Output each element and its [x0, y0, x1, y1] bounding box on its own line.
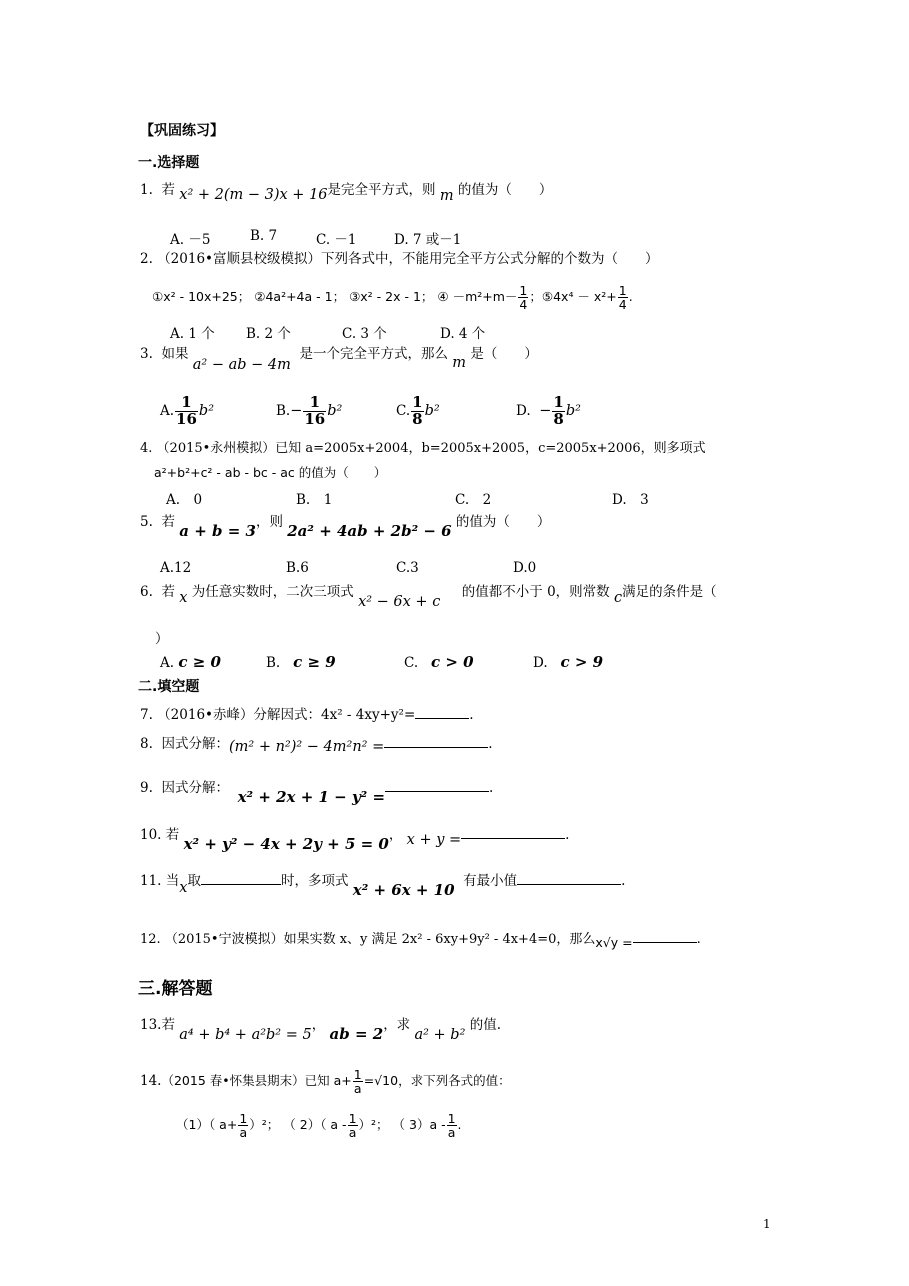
q2-number: 2. — [140, 251, 153, 267]
q1-expression: x² + 2(m − 3)x + 16 — [179, 187, 328, 203]
q1-number: 1. — [140, 182, 153, 198]
q6-post: 满足的条件是（ — [622, 584, 717, 600]
q2-item-3: ③x² - 2x - 1； — [349, 289, 434, 305]
q14-parts: （1）（ a+ $\frac{1}{a}$ ）²； （ 2）（ a - $\frac{1}{a}$ ）²； （ 3）a - $\frac{1}{a}$ . — [176, 1111, 462, 1141]
q10-pre: 若 — [165, 827, 180, 843]
q13-expression: a⁴ + b⁴ + a²b² = 5 — [179, 1027, 312, 1043]
section-fill-heading: 二.填空题 — [138, 679, 200, 695]
q10-expression: x² + y² − 4x + 2y + 5 = 0 — [183, 835, 389, 853]
q13-pre: 若 — [161, 1017, 175, 1033]
q3-pre: 如果 — [161, 346, 189, 362]
q6-close: ） — [155, 631, 169, 647]
q3-option-b: B.− $\frac{1}{16}$ b² — [276, 393, 343, 428]
page-title: 【巩固练习】 — [140, 123, 224, 139]
q6-option-a: A. c ≥ 0 — [160, 653, 221, 671]
q3-number: 3. — [140, 346, 153, 362]
q14-text: （2015 春•怀集县期末）已知 a+ — [161, 1073, 352, 1089]
q6-var-c: c — [613, 590, 623, 606]
q10-ask: x + y = — [406, 832, 462, 848]
q8-answer-blank[interactable] — [384, 733, 488, 748]
q14-part-3: （ 3）a - — [392, 1117, 446, 1133]
q3-option-d: D. − $\frac{1}{8}$ b² — [516, 393, 581, 428]
q3-c-fraction: $\frac{1}{8}$ — [412, 393, 423, 428]
q3-b-fraction: $\frac{1}{16}$ — [304, 393, 326, 428]
q6-option-b: B. c ≥ 9 — [266, 653, 336, 671]
q7-text: （2016•赤峰）分解因式：4x² - 4xy+y²= — [157, 707, 416, 723]
q13-number: 13. — [140, 1017, 162, 1033]
question-6 — [140, 583, 717, 610]
q5-option-b: B.6 — [286, 560, 309, 576]
q9-answer-blank[interactable] — [385, 777, 489, 792]
q4-option-d: D. 3 — [612, 492, 649, 508]
question-10: 10. 若 x² + y² − 4x + 2y + 5 = 0， x + y = . — [140, 824, 569, 844]
page-number: 1 — [763, 1217, 771, 1231]
q14-equals: =√10 — [363, 1073, 399, 1089]
q7-answer-blank[interactable] — [415, 704, 469, 719]
q12-answer-blank[interactable] — [633, 928, 697, 943]
question-5 — [140, 512, 551, 540]
q5-option-c: C.3 — [396, 560, 419, 576]
q13-ask: a² + b² — [414, 1027, 466, 1043]
q1-var: m — [439, 188, 454, 204]
q6-expression: x² − 6x + c — [358, 594, 441, 610]
q1-option-d: D. 7 或－1 — [394, 232, 462, 248]
question-1 — [140, 181, 553, 204]
question-12: 12. （2015•宁波模拟）如果实数 x、y 满足 2x² - 6xy+9y² - 4x+4=0，那么x√y = . — [140, 928, 701, 949]
question-14: 14.（2015 春•怀集县期末）已知 a+ $\frac{1}{a}$ =√10，求下列各式的值： — [140, 1067, 511, 1097]
q14-part-1: （1）（ a+ — [176, 1117, 238, 1133]
q6-mid2: 的值都不小于 0，则常数 — [461, 584, 610, 600]
q11-answer-blank-1[interactable] — [201, 870, 281, 885]
q12-text: （2015•宁波模拟）如果实数 x、y 满足 2x² - 6xy+9y² - 4x+4=0，那么 — [164, 932, 596, 947]
q14-fraction: $\frac{1}{a}$ — [353, 1067, 362, 1097]
question-9: 9. 因式分解： x² + 2x + 1 − y² = . — [140, 777, 493, 797]
q11-number: 11. — [140, 873, 162, 889]
q6-var-x: x — [179, 590, 188, 606]
q4-option-c: C. 2 — [455, 492, 492, 508]
q5-pre: 若 — [161, 514, 175, 530]
q12-expression: x√y = — [595, 935, 633, 950]
q4-line-2: a²+b²+c² - ab - bc - ac 的值为（ ） — [154, 465, 387, 480]
q9-number: 9. — [140, 780, 153, 796]
q4-option-b: B. 1 — [296, 492, 333, 508]
q1-option-c: C. －1 — [316, 232, 357, 248]
q1-post: 的值为（ ） — [457, 182, 553, 198]
q3-mid: 是一个完全平方式，那么 — [299, 346, 448, 362]
q5-option-d: D.0 — [513, 560, 537, 576]
q2-item-2: ②4a²+4a - 1； — [254, 289, 346, 305]
question-2 — [140, 250, 659, 268]
q6-option-d: D. c > 9 — [533, 653, 604, 671]
q6-option-c: C. c > 0 — [404, 653, 474, 671]
q5-post: 的值为（ ） — [455, 514, 551, 530]
q9-text: 因式分解： — [161, 780, 229, 796]
q8-expression: (m² + n²)² − 4m²n² = — [228, 739, 385, 755]
q3-option-a: A. $\frac{1}{16}$ b² — [160, 393, 215, 428]
q5-mid: ，则 — [255, 514, 283, 530]
q2-fraction-1: $\frac{1}{4}$ — [519, 283, 528, 313]
q6-number: 6. — [140, 584, 153, 600]
q3-var: m — [452, 355, 467, 371]
question-7: 7. （2016•赤峰）分解因式：4x² - 4xy+y²= . — [140, 704, 474, 724]
q2-option-c: C. 3 个 — [342, 326, 387, 342]
q3-expression: a² − ab − 4m — [192, 357, 291, 373]
q2-option-d: D. 4 个 — [440, 326, 486, 342]
section-solve-heading: 三.解答题 — [138, 979, 213, 999]
q2-item-5: ；⑤ — [529, 289, 554, 305]
q10-number: 10. — [140, 827, 162, 843]
q8-number: 8. — [140, 736, 153, 752]
question-13: 13.若 a⁴ + b⁴ + a²b² = 5， ab = 2，求 a² + b² 的值. — [140, 1017, 501, 1043]
q8-text: 因式分解： — [161, 736, 229, 752]
q7-number: 7. — [140, 707, 153, 723]
question-4 — [140, 440, 706, 458]
q5-option-a: A.12 — [160, 560, 192, 576]
q13-condition: ab = 2 — [329, 1025, 384, 1043]
q2-option-a: A. 1 个 — [170, 326, 215, 342]
q2-option-b: B. 2 个 — [246, 326, 291, 342]
q3-post: 是（ ） — [470, 346, 538, 362]
q14-number: 14. — [140, 1073, 162, 1090]
q4-line-1: （2015•永州模拟）已知 a=2005x+2004，b=2005x+2005，c=2005x+2006，则多项式 — [156, 441, 706, 456]
q1-pre: 若 — [161, 182, 175, 198]
q4-option-a: A. 0 — [166, 492, 203, 508]
q9-expression: x² + 2x + 1 − y² = — [237, 788, 386, 806]
q11-expression: x² + 6x + 10 — [352, 881, 455, 899]
q1-option-a: A. －5 — [170, 232, 211, 248]
q6-mid: 为任意实数时，二次三项式 — [191, 584, 354, 600]
q11-pre: 当 — [165, 873, 180, 889]
q2-item-5-expr: 4x⁴ － x²+ — [553, 289, 617, 305]
question-8: 8. 因式分解：(m² + n²)² − 4m²n² = . — [140, 733, 493, 753]
q6-pre: 若 — [161, 584, 175, 600]
question-11: 11. 当x取 时，多项式 x² + 6x + 10 有最小值 . — [140, 870, 625, 890]
q5-number: 5. — [140, 514, 153, 530]
q2-text: （2016•富顺县校级模拟）下列各式中，不能用完全平方公式分解的个数为（ ） — [157, 251, 659, 267]
q1-mid: 是完全平方式，则 — [327, 182, 436, 198]
q4-number: 4. — [140, 441, 153, 456]
q3-option-c: C. $\frac{1}{8}$ b² — [396, 393, 440, 428]
q5-expression: 2a² + 4ab + 2b² − 6 — [287, 522, 452, 540]
q11-answer-blank-2[interactable] — [517, 870, 621, 885]
q5-condition: a + b = 3 — [179, 522, 256, 540]
q2-item-4: ④ －m²+m－ — [437, 289, 518, 305]
section-choice-heading: 一.选择题 — [138, 155, 200, 171]
q2-fraction-2: $\frac{1}{4}$ — [618, 283, 627, 313]
q10-answer-blank[interactable] — [461, 824, 565, 839]
q2-item-1: ①x² - 10x+25； — [152, 289, 251, 305]
q11-var: x — [179, 880, 188, 896]
q3-a-fraction: $\frac{1}{16}$ — [176, 393, 197, 428]
q14-part-2: （ 2）（ a - — [283, 1117, 347, 1133]
q12-number: 12. — [140, 932, 161, 947]
question-3 — [140, 345, 538, 373]
q3-d-fraction: $\frac{1}{8}$ — [553, 393, 564, 428]
q2-items: ①x² - 10x+25； ②4a²+4a - 1； ③x² - 2x - 1； ④ －m²+m－ $\frac{1}{4}$ ；⑤4x⁴ － x²+ $\frac{1}{4}$ . — [152, 283, 633, 313]
q1-option-b: B. 7 — [250, 228, 278, 244]
